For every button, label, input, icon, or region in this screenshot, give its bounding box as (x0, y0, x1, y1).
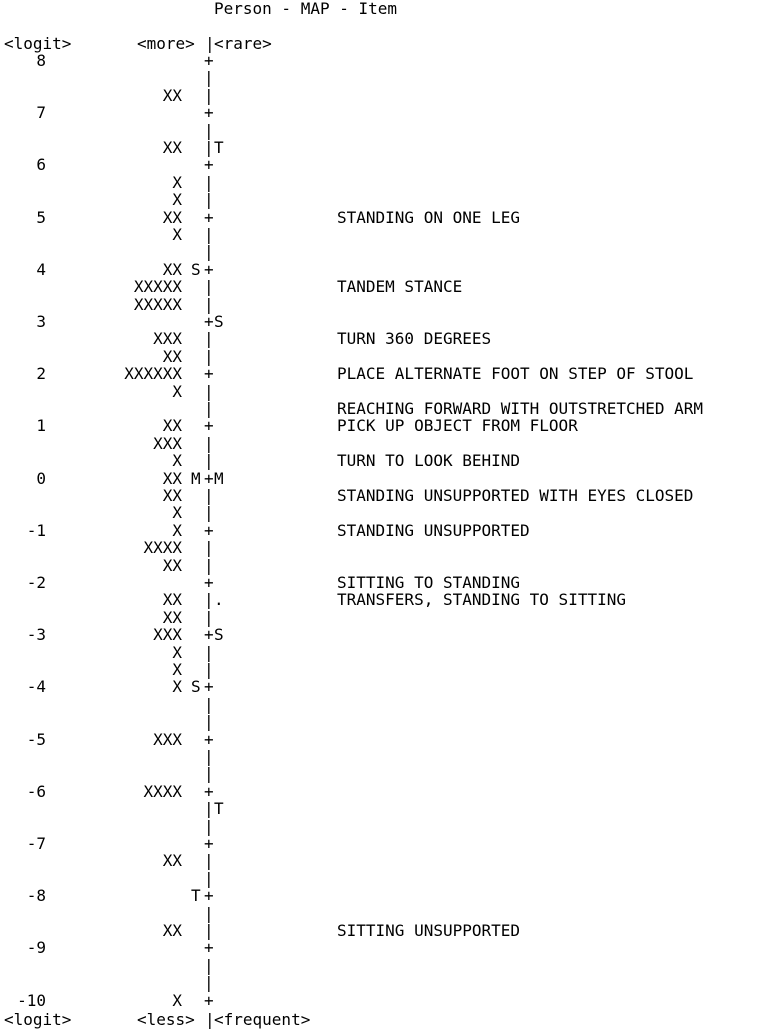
axis-line: | (204, 346, 214, 366)
axis-line: | (204, 381, 214, 401)
logit-tick-label: 8 (36, 51, 46, 70)
logit-tick-label: -3 (26, 625, 46, 645)
item-label: SITTING TO STANDING (337, 573, 521, 592)
person-marks: X (172, 381, 182, 401)
axis-tick: + (204, 468, 214, 488)
person-marks: XX (162, 607, 182, 627)
person-marks: X (172, 503, 182, 523)
person-marks: XXX (153, 433, 182, 453)
axis-line: | (204, 68, 214, 88)
person-marks: XXX (153, 625, 182, 645)
top-divider: | (205, 34, 215, 53)
person-marks: X (172, 190, 182, 210)
person-marker: S (191, 677, 201, 697)
axis-line: | (204, 660, 214, 679)
item-label: STANDING ON ONE LEG (337, 207, 521, 227)
axis-line: | (204, 607, 214, 627)
person-marks: X (172, 451, 182, 471)
person-marks: XXXXXX (124, 364, 182, 384)
axis-line: | (204, 694, 214, 714)
person-marks: X (172, 520, 182, 540)
item-label: STANDING UNSUPPORTED WITH EYES CLOSED (337, 486, 694, 505)
axis-line: | (204, 590, 214, 610)
axis-tick: + (204, 625, 214, 645)
axis-tick: + (204, 938, 214, 958)
axis-tick: + (204, 834, 214, 853)
item-label: TURN TO LOOK BEHIND (337, 451, 521, 471)
axis-tick: + (204, 155, 214, 175)
axis-line: | (204, 712, 214, 732)
person-marks: XX (162, 259, 182, 279)
bottom-logit-label: <logit> (4, 1010, 72, 1029)
axis-line: | (204, 138, 214, 157)
axis-tick: + (204, 416, 214, 436)
item-label: PLACE ALTERNATE FOOT ON STEP OF STOOL (337, 364, 694, 384)
person-marks: XX (162, 346, 182, 366)
axis-line: | (204, 764, 214, 784)
person-marks: XXXXX (133, 294, 182, 314)
axis-line: | (204, 277, 214, 297)
item-marker: S (214, 312, 224, 331)
axis-line: | (204, 973, 214, 993)
chart-title: Person - MAP - Item (214, 0, 398, 18)
bottom-items-label: <frequent> (214, 1010, 311, 1029)
axis-line: | (204, 329, 214, 349)
person-marks: XX (162, 921, 182, 940)
axis-line: | (204, 799, 214, 819)
person-marks: X (172, 642, 182, 662)
logit-tick-label: -2 (26, 573, 46, 592)
logit-tick-label: -4 (26, 677, 46, 697)
item-label: STANDING UNSUPPORTED (337, 520, 530, 540)
item-label: TURN 360 DEGREES (337, 329, 492, 349)
logit-tick-label: 6 (36, 155, 46, 175)
logit-tick-label: 2 (36, 364, 46, 384)
person-marker: S (191, 259, 201, 279)
logit-tick-label: -6 (26, 781, 46, 801)
axis-line: | (204, 451, 214, 471)
person-marks: XX (162, 555, 182, 575)
axis-line: | (204, 399, 214, 418)
axis-line: | (204, 851, 214, 871)
person-marks: XX (162, 416, 182, 436)
axis-tick: + (204, 886, 214, 906)
axis-tick: + (204, 781, 214, 801)
axis-line: | (204, 120, 214, 140)
person-marks: XX (162, 851, 182, 871)
axis-line: | (204, 486, 214, 505)
bottom-divider: | (205, 1010, 215, 1029)
axis-tick: + (204, 573, 214, 592)
axis-line: | (204, 190, 214, 210)
logit-tick-label: 3 (36, 312, 46, 331)
person-marks: X (172, 677, 182, 697)
axis-tick: + (204, 51, 214, 70)
axis-line: | (204, 903, 214, 923)
person-marks: XX (162, 486, 182, 505)
person-marks: XXXXX (133, 277, 182, 297)
person-marks: XXXX (143, 781, 182, 801)
person-marks: XX (162, 138, 182, 157)
axis-line: | (204, 538, 214, 558)
person-marks: XX (162, 207, 182, 227)
axis-tick: + (204, 364, 214, 384)
item-label: TRANSFERS, STANDING TO SITTING (337, 590, 626, 610)
axis-line: | (204, 555, 214, 575)
axis-line: | (204, 294, 214, 314)
item-label: SITTING UNSUPPORTED (337, 921, 521, 940)
logit-tick-label: -5 (26, 729, 46, 749)
bottom-persons-label: <less> (137, 1010, 195, 1029)
item-marker: T (214, 799, 224, 819)
logit-tick-label: -7 (26, 834, 46, 853)
axis-line: | (204, 921, 214, 940)
axis-tick: + (204, 103, 214, 123)
person-marks: XX (162, 85, 182, 105)
logit-tick-label: 4 (36, 259, 46, 279)
item-label: TANDEM STANCE (337, 277, 463, 297)
axis-line: | (204, 85, 214, 105)
logit-tick-label: 5 (36, 207, 46, 227)
axis-tick: + (204, 520, 214, 540)
axis-line: | (204, 433, 214, 453)
item-marker: . (214, 590, 224, 610)
item-marker: S (214, 625, 224, 645)
axis-line: | (204, 868, 214, 888)
item-label: REACHING FORWARD WITH OUTSTRETCHED ARM (337, 399, 704, 418)
axis-line: | (204, 225, 214, 244)
axis-tick: + (204, 990, 214, 1010)
person-marks: X (172, 172, 182, 192)
axis-line: | (204, 172, 214, 192)
axis-line: | (204, 642, 214, 662)
axis-line: | (204, 955, 214, 975)
axis-tick: + (204, 207, 214, 227)
item-label: PICK UP OBJECT FROM FLOOR (337, 416, 578, 436)
person-marks: XXX (153, 729, 182, 749)
axis-tick: + (204, 259, 214, 279)
person-marks: X (172, 660, 182, 679)
person-marker: T (191, 886, 201, 906)
logit-tick-label: -8 (26, 886, 46, 906)
axis-line: | (204, 242, 214, 262)
item-marker: M (214, 468, 224, 488)
logit-tick-label: 0 (36, 468, 46, 488)
top-logit-label: <logit> (4, 34, 72, 53)
logit-tick-label: -9 (26, 938, 46, 958)
top-persons-label: <more> (137, 34, 195, 53)
axis-line: | (204, 747, 214, 766)
axis-tick: + (204, 312, 214, 331)
person-marks: XXX (153, 329, 182, 349)
logit-tick-label: 7 (36, 103, 46, 123)
axis-line: | (204, 816, 214, 836)
logit-tick-label: -10 (17, 990, 46, 1010)
logit-tick-label: -1 (26, 520, 46, 540)
axis-line: | (204, 503, 214, 523)
person-marks: XX (162, 468, 182, 488)
person-marks: X (172, 225, 182, 244)
logit-tick-label: 1 (36, 416, 46, 436)
person-marks: XX (162, 590, 182, 610)
person-marks: XXXX (143, 538, 182, 558)
axis-tick: + (204, 677, 214, 697)
item-marker: T (214, 138, 224, 157)
person-marks: X (172, 990, 182, 1010)
person-marker: M (191, 468, 201, 488)
top-items-label: <rare> (214, 34, 272, 53)
axis-tick: + (204, 729, 214, 749)
